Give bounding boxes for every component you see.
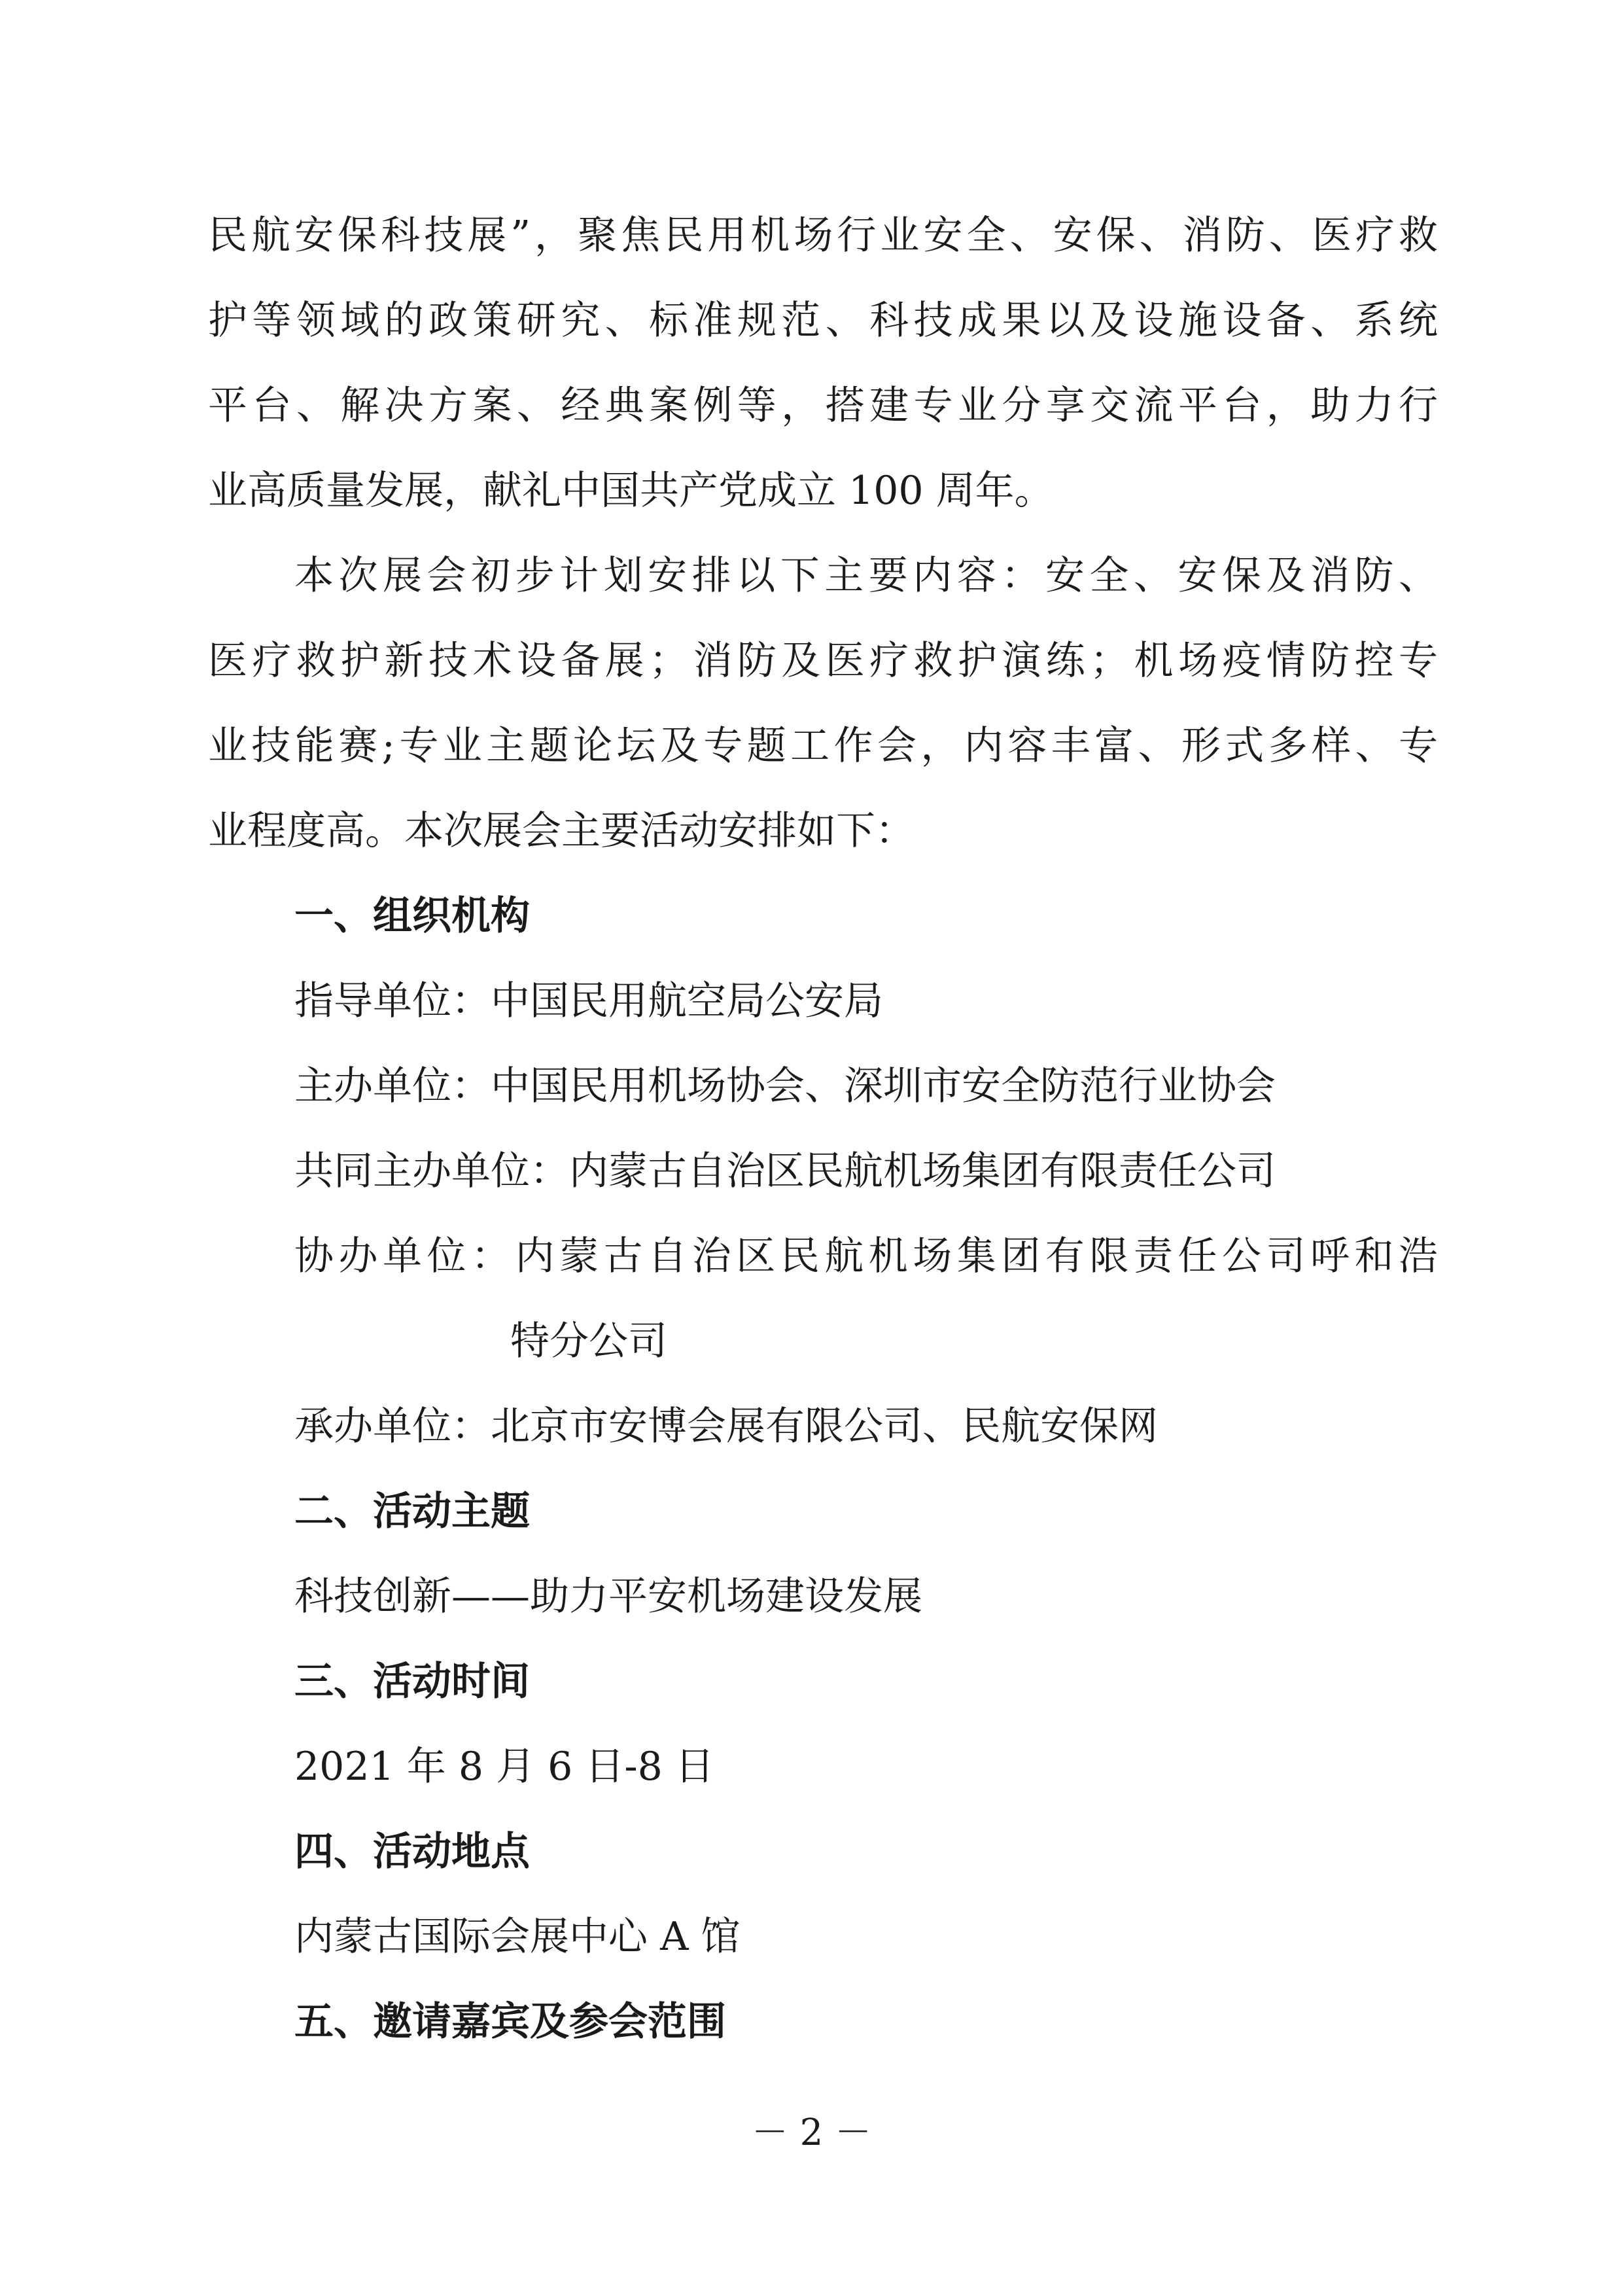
paragraph-1-line-2: 护等领域的政策研究、标准规范、科技成果以及设施设备、系统 [208, 298, 1438, 344]
page-number: － 2 － [751, 2111, 872, 2154]
host-unit: 主办单位：中国民用机场协会、深圳市安全防范行业协会 [294, 1063, 1276, 1109]
section-3-heading: 三、活动时间 [294, 1659, 530, 1704]
cohost-unit: 共同主办单位：内蒙古自治区民航机场集团有限责任公司 [294, 1148, 1276, 1194]
section-5-heading: 五、邀请嘉宾及参会范围 [294, 1999, 726, 2045]
paragraph-2-line-3: 业技能赛;专业主题论坛及专题工作会，内容丰富、形式多样、专 [208, 723, 1438, 769]
activity-time: 2021 年 8 月 6 日-8 日 [294, 1744, 714, 1790]
section-1-heading: 一、组织机构 [294, 893, 530, 939]
paragraph-1-line-4: 业高质量发展，献礼中国共产党成立 100 周年。 [208, 468, 1054, 514]
guide-unit: 指导单位：中国民用航空局公安局 [294, 978, 883, 1024]
section-2-heading: 二、活动主题 [294, 1489, 530, 1534]
paragraph-2-line-4: 业程度高。本次展会主要活动安排如下： [208, 808, 915, 854]
section-4-heading: 四、活动地点 [294, 1829, 530, 1875]
assist-unit-line-2: 特分公司 [510, 1318, 667, 1364]
activity-theme: 科技创新——助力平安机场建设发展 [294, 1574, 922, 1619]
paragraph-1-line-3: 平台、解决方案、经典案例等，搭建专业分享交流平台，助力行 [208, 383, 1438, 429]
organizer-unit: 承办单位：北京市安博会展有限公司、民航安保网 [294, 1404, 1158, 1449]
paragraph-2-line-1: 本次展会初步计划安排以下主要内容：安全、安保及消防、 [294, 553, 1438, 599]
paragraph-2-line-2: 医疗救护新技术设备展；消防及医疗救护演练；机场疫情防控专 [208, 638, 1438, 684]
paragraph-1-line-1: 民航安保科技展”，聚焦民用机场行业安全、安保、消防、医疗救 [208, 213, 1438, 258]
assist-unit-line-1: 协办单位：内蒙古自治区民航机场集团有限责任公司呼和浩 [294, 1233, 1438, 1279]
activity-location: 内蒙古国际会展中心 A 馆 [294, 1914, 741, 1960]
